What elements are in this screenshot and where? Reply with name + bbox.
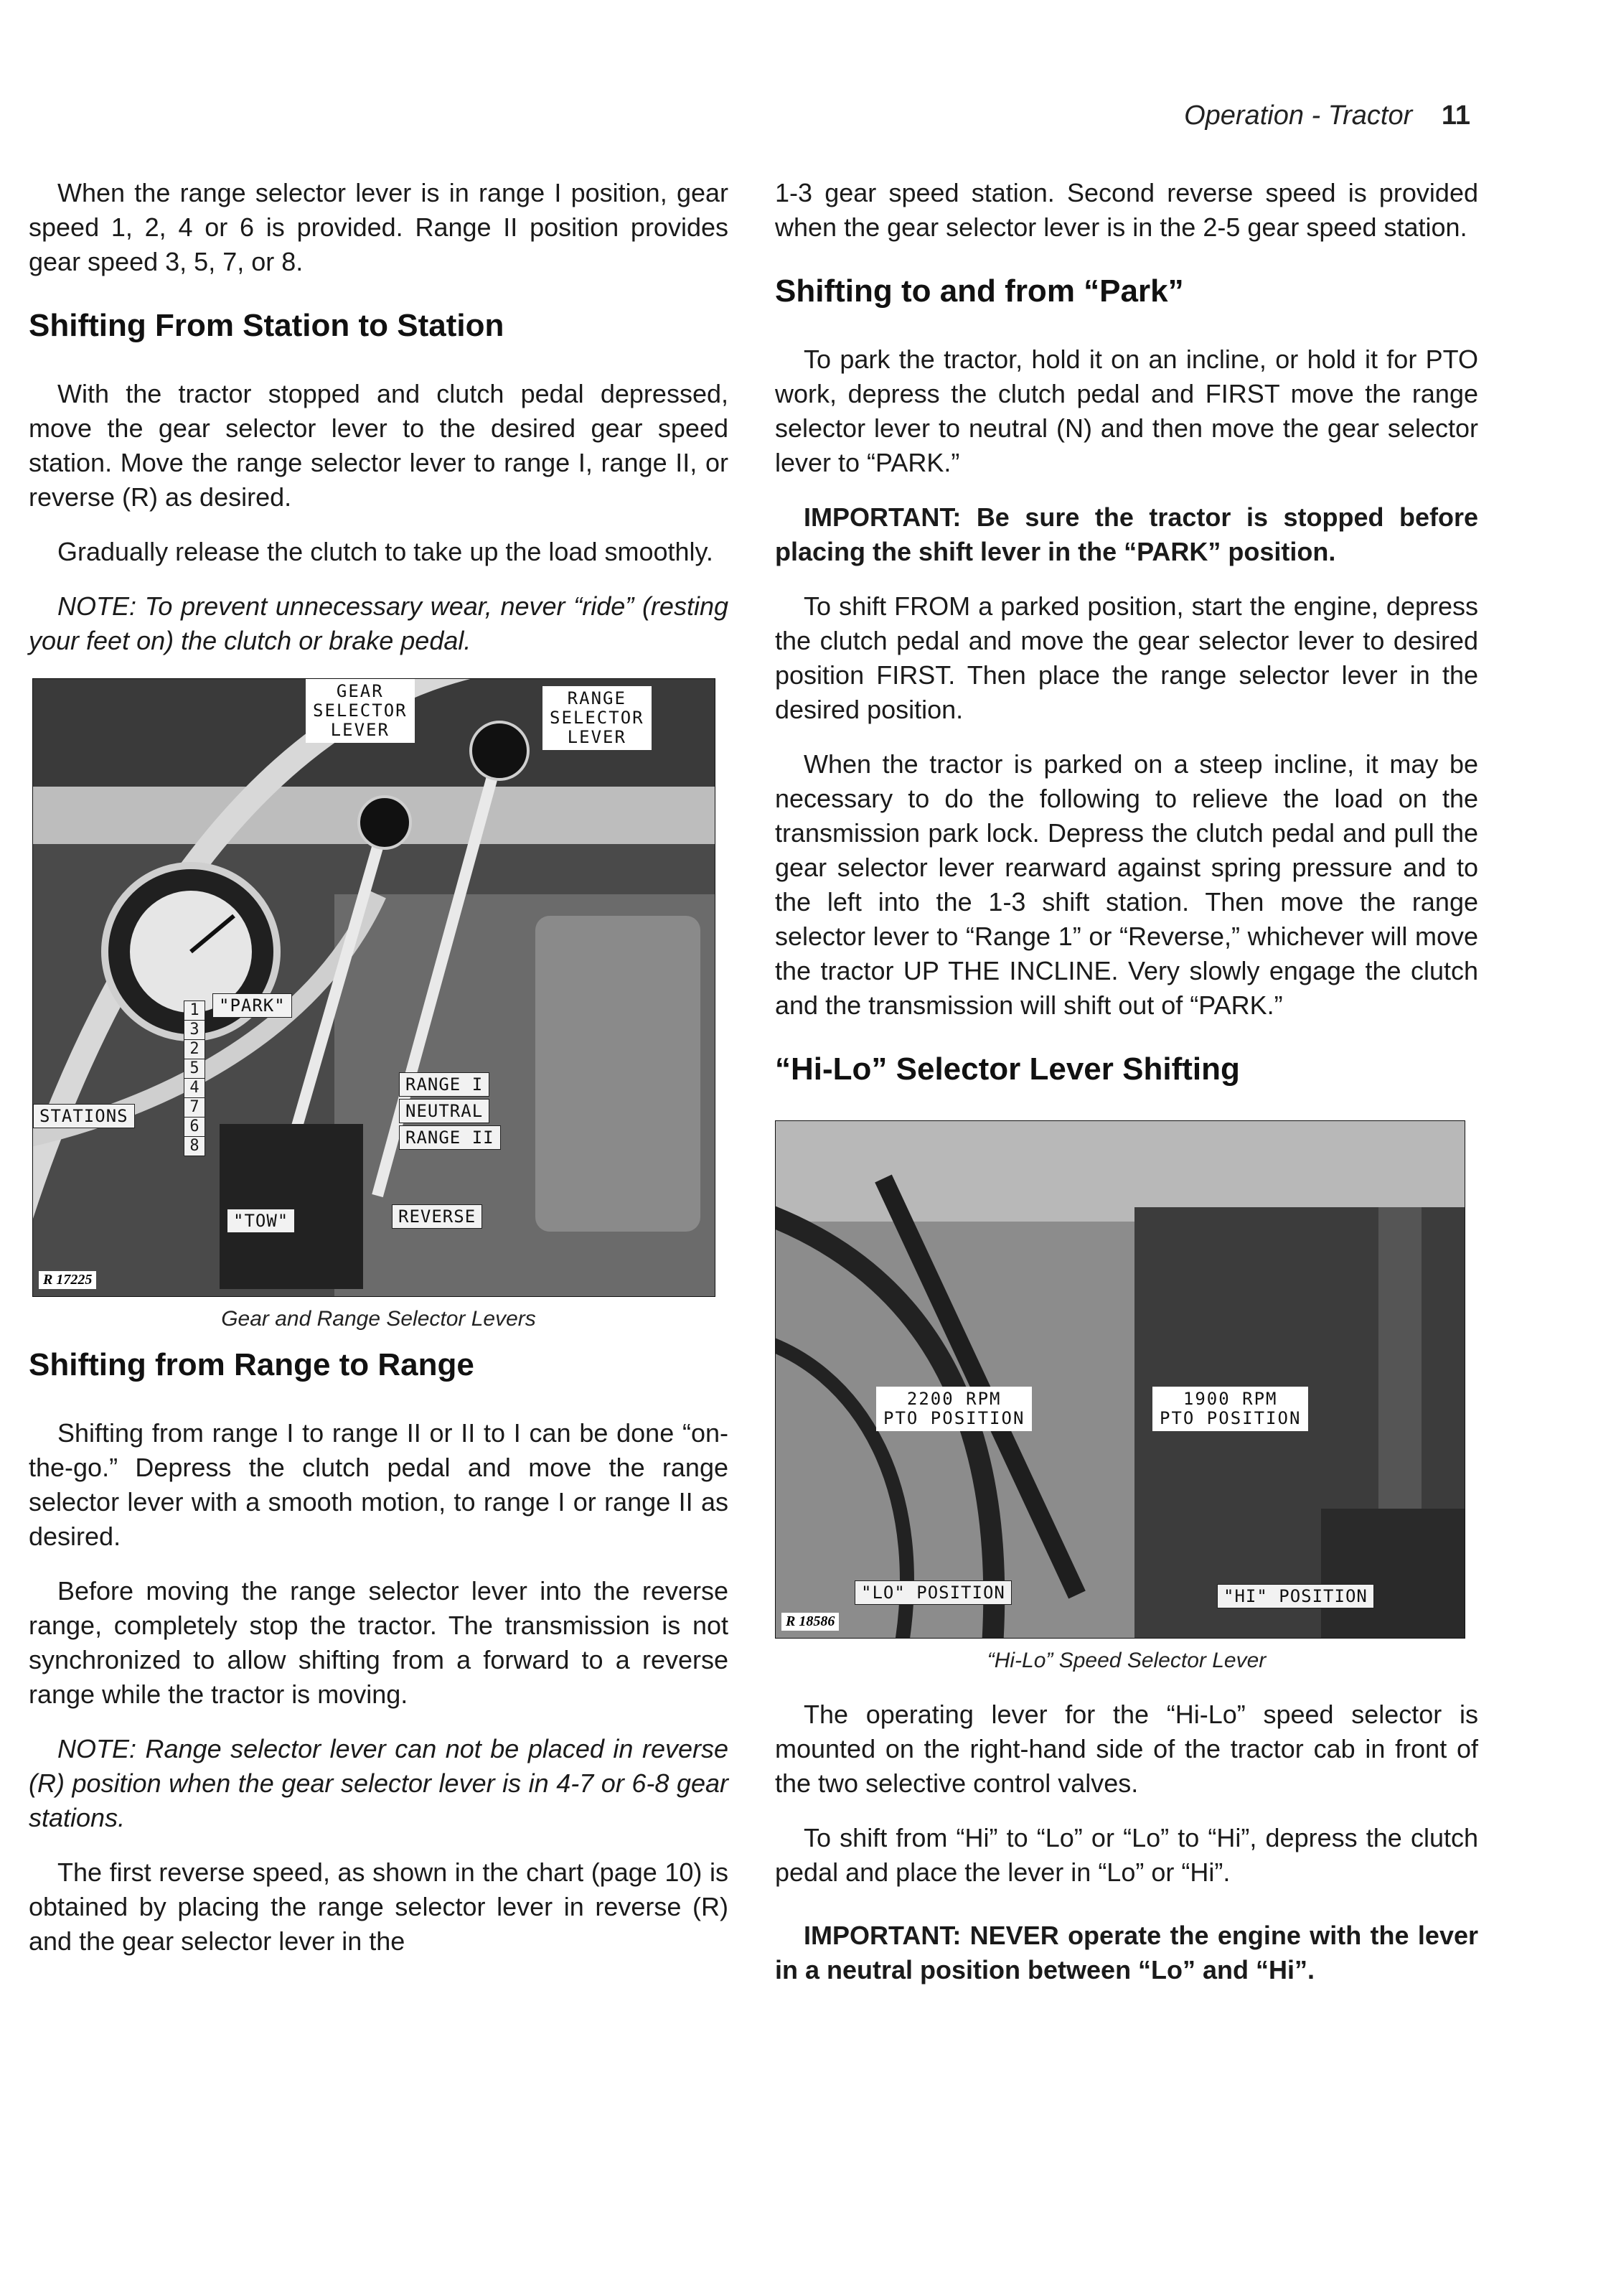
reverse-note: NOTE: Range selector lever can not be placed in reverse (R) position when the gear selector lever is in 4-7 or 6-8 gear stations. [29, 1734, 728, 1832]
station-numbers [184, 1001, 205, 1156]
gear-selector-label: GEAR SELECTOR LEVER [306, 679, 415, 743]
hi-lo-paragraph-2: To shift from “Hi” to “Lo” or “Lo” to “Hi”, depress the clutch pedal and place the lever in “Lo” or “Hi”. [775, 1823, 1478, 1887]
park-paragraph-3: When the tractor is parked on a steep incline, it may be necessary to do the following to relieve the load on the transmission park lock. Depress the clutch pedal and pull the gear selector lever rearward against spring pressure and to the left into the 1-3 shift station. Then move the range selector lever to “Range 1” or “Reverse,” whichever will move the tractor UP THE INCLINE. Very slowly engage the clutch and the transmission will shift out of “PARK.” [775, 749, 1478, 1020]
range-selector-label: RANGE SELECTOR LEVER [542, 686, 652, 750]
figure-caption-levers: Gear and Range Selector Levers [221, 1307, 536, 1331]
heading-park: Shifting to and from “Park” [775, 273, 1184, 309]
stations-label: STATIONS [33, 1104, 135, 1128]
heading-hi-lo: “Hi-Lo” Selector Lever Shifting [775, 1051, 1240, 1087]
lo-position-label: "LO" POSITION [855, 1580, 1012, 1605]
station-number: 8 [189, 1137, 199, 1155]
tow-label: "TOW" [227, 1209, 295, 1233]
rpm-1900-label: 1900 RPM PTO POSITION [1152, 1387, 1308, 1431]
range-1-label: RANGE I [399, 1072, 489, 1097]
station-paragraph-2: Gradually release the clutch to take up the load smoothly. [57, 537, 713, 566]
range-paragraph-2: Before moving the range selector lever into the reverse range, completely stop the tractor. The transmission is not synchronized to allow shifting from a forward to a reverse range while the tractor is moving. [29, 1576, 728, 1709]
right-column [775, 176, 1478, 2007]
section-title: Operation - Tractor [1184, 100, 1413, 131]
park-label: "PARK" [212, 993, 292, 1018]
running-header [1184, 100, 1470, 131]
hi-position-label: "HI" POSITION [1217, 1584, 1374, 1608]
range-2-label: RANGE II [399, 1125, 501, 1150]
neutral-label: NEUTRAL [399, 1099, 489, 1123]
hi-lo-paragraph-1: The operating lever for the “Hi-Lo” speed selector is mounted on the right-hand side of the tractor cab in front of the two selective control valves. [775, 1700, 1478, 1798]
station-number: 7 [184, 1098, 205, 1117]
hi-lo-lever-photo [775, 1120, 1465, 1639]
heading-station-to-station: Shifting From Station to Station [29, 308, 504, 343]
range-paragraph-1: Shifting from range I to range II or II to I can be done “on-the-go.” Depress the clutch pedal and move the range selector lever with a smooth motion, to range I or range II as desired. [29, 1418, 728, 1551]
rpm-2200-label: 2200 RPM PTO POSITION [876, 1387, 1032, 1431]
park-paragraph-2: To shift FROM a parked position, start the engine, depress the clutch pedal and move the gear selector lever to desired position FIRST. Then place the range selector lever in the desired position. [775, 591, 1478, 724]
important-neutral-warning: IMPORTANT: NEVER operate the engine with the lever in a neutral position between “Lo” and “Hi”. [775, 1921, 1478, 1985]
cab-interior-illustration [33, 679, 715, 1296]
left-column [29, 176, 728, 1979]
gear-range-levers-photo [32, 678, 715, 1297]
continued-paragraph: 1-3 gear speed station. Second reverse speed is provided when the gear selector lever is in the 2-5 gear speed station. [775, 178, 1478, 242]
park-paragraph-1: To park the tractor, hold it on an incline, or hold it for PTO work, depress the clutch pedal and FIRST move the range selector lever to neutral (N) and then move the gear selector lever to “PARK.” [775, 345, 1478, 477]
figure-code: R 17225 [39, 1271, 96, 1289]
hi-lo-cab-illustration [776, 1121, 1465, 1638]
reverse-label: REVERSE [392, 1204, 482, 1229]
reverse-paragraph: The first reverse speed, as shown in the chart (page 10) is obtained by placing the range selector lever in reverse (R) and the gear selector lever in the [29, 1857, 728, 1956]
figure-caption-hi-lo: “Hi-Lo” Speed Selector Lever [987, 1649, 1267, 1672]
station-number: 5 [184, 1059, 205, 1079]
station-number: 4 [184, 1079, 205, 1098]
heading-range-to-range: Shifting from Range to Range [29, 1347, 474, 1382]
figure-code: R 18586 [781, 1613, 839, 1631]
station-paragraph-1: With the tractor stopped and clutch pedal depressed, move the gear selector lever to the desired gear speed station. Move the range selector lever to range I, range II, or reverse (R) as desired. [29, 379, 728, 512]
intro-paragraph: When the range selector lever is in range I position, gear speed 1, 2, 4 or 6 is provided. Range II position provides gear speed 3, 5, 7, or 8. [29, 178, 728, 276]
station-number: 2 [184, 1040, 205, 1059]
page-number: 11 [1441, 100, 1470, 131]
station-number: 3 [184, 1021, 205, 1040]
station-number: 6 [184, 1117, 205, 1137]
station-number: 1 [184, 1001, 205, 1021]
important-park-warning: IMPORTANT: Be sure the tractor is stopped before placing the shift lever in the “PARK” position. [775, 502, 1478, 566]
ride-clutch-note: NOTE: To prevent unnecessary wear, never “ride” (resting your feet on) the clutch or brake pedal. [29, 591, 728, 655]
